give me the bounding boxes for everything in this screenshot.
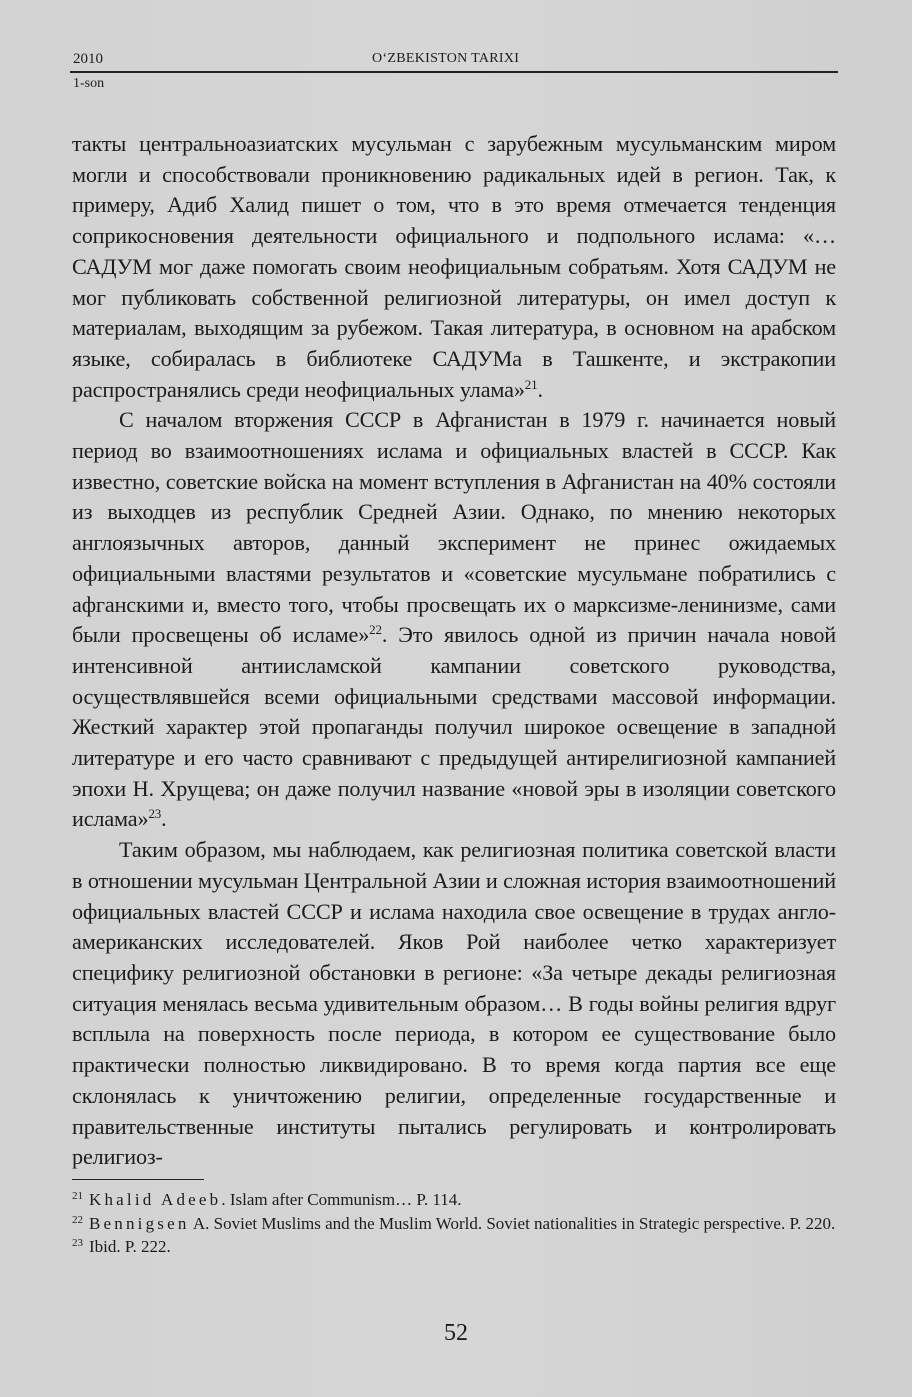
- header-issue: 1-son: [73, 76, 105, 91]
- header-rule: [70, 71, 838, 73]
- footnote: $^{21}$ Khalid Adeeb. Islam after Communism… P. 114.: [72, 1190, 462, 1209]
- article-body: [72, 129, 836, 1173]
- footnote: $^{22}$ Bennigsen A. Soviet Muslims and the Muslim World. Soviet nationalities in Strategic perspective. P. 220.: [72, 1213, 836, 1233]
- footnote-ref: 21: [524, 376, 538, 392]
- footnote-ref: 22: [369, 622, 382, 638]
- footnote-separator: [72, 1179, 204, 1180]
- footnote-ref: 23: [148, 806, 162, 822]
- paragraph: С началом вторжения СССР в Афганистан в 1979 г. начинается новый период во взаимоотношениях ислама и официальных властей в СССР. Как известно, советские войска на момент вступления в Афганистан на 40% состояли из выходцев из республик Средней Азии. Однако, по мнению некоторых англоязычных авторов, данный эксперимент не принес ожидаемых официальными властями результатов и «советские мусульмане побратились с афганскими и, вместо того, чтобы просвещать их о марксизме-ленинизме, сами были просвещены об исламе»$^{22}$. Это явилось одной из причин начала новой интенсивной антиисламской кампании советского руководства, осуществлявшейся всеми официальными средствами массовой информации. Жесткий характер этой пропаганды получил широкое освещение в западной литературе и его часто сравнивают с предыдущей антирелигиозной кампанией эпохи Н. Хрущева; он даже получил название «новой эры в изоляции советского ислама»$^{23}$.: [72, 407, 836, 832]
- footnote: $^{23}$ Ibid. P. 222.: [72, 1237, 171, 1256]
- footnotes: [72, 1188, 836, 1259]
- header-journal-title: O‘ZBEKISTON TARIXI: [372, 51, 520, 66]
- paragraph: Таким образом, мы наблюдаем, как религиозная политика советской власти в отношении мусульман Центральной Азии и сложная история взаимоотношений официальных властей СССР и ислама находила свое освещение в трудах англо-американских исследователей. Яков Рой наиболее четко характеризует специфику религиозной обстановки в регионе: «За четыре декады религиозная ситуация менялась весьма удивительным образом… В годы войны религия вдруг всплыла на поверхность после периода, в котором ее существование было практически полностью ликвидировано. В то время когда партия все еще склонялась к уничтожению религии, определенные государственные и правительственные институты пытались регулировать и контролировать религиоз-: [72, 837, 836, 1170]
- page-number: 52: [444, 1320, 468, 1346]
- header-year: 2010: [73, 51, 103, 67]
- paragraph: такты центральноазиатских мусульман с зарубежным мусульманским миром могли и способствовали проникновению радикальных идей в регион. Так, к примеру, Адиб Халид пишет о том, что в это время отмечается тенденция соприкосновения деятельности официального и подпольного ислама: «…САДУМ мог даже помогать своим неофициальным собратьям. Хотя САДУМ не мог публиковать собственной религиозной литературы, он имел доступ к материалам, выходящим за рубежом. Такая литература, в основном на арабском языке, собиралась в библиотеке САДУМа в Ташкенте, и экстракопии распространялись среди неофициальных улама»$^{21}$.: [72, 131, 836, 402]
